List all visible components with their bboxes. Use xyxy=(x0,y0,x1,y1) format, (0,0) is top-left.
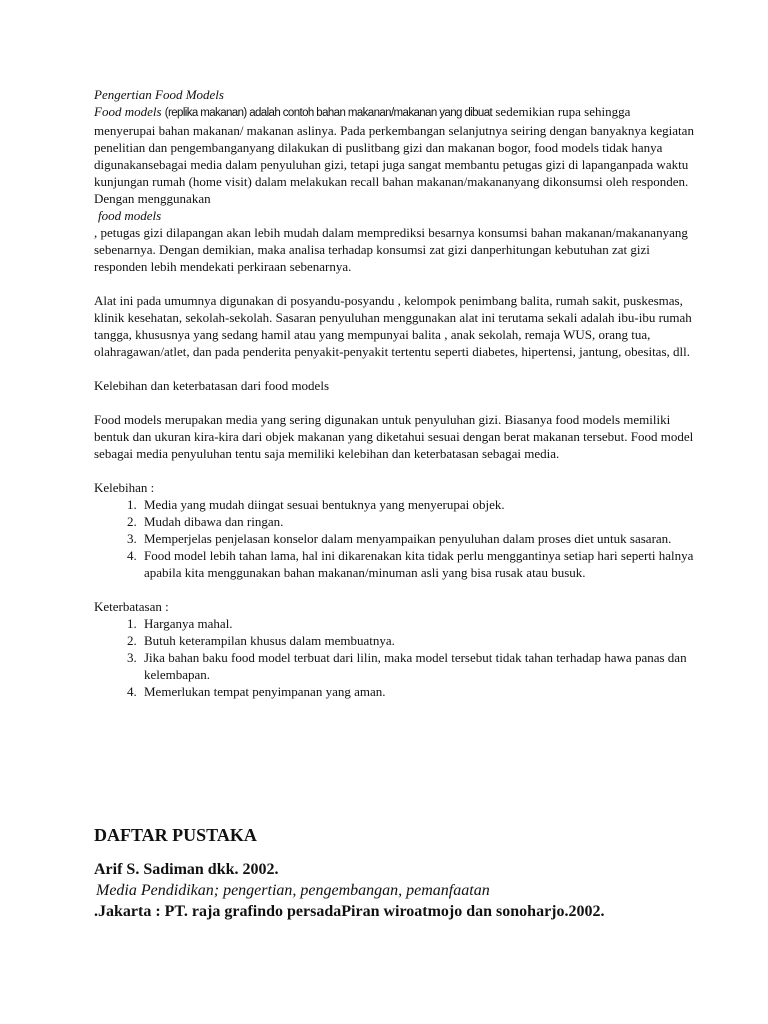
section-title: Pengertian Food Models xyxy=(94,87,224,102)
bibliography xyxy=(94,824,734,922)
reference-title: Media Pendidikan; pengertian, pengembangan, pemanfaatan xyxy=(96,882,490,899)
list-item: 1. Media yang mudah diingat sesuai bentuknya yang menyerupai objek. xyxy=(140,496,694,513)
term-food-models: Food models xyxy=(94,104,162,119)
list-item: 1. Harganya mahal. xyxy=(140,615,694,632)
reference-author: Arif S. Sadiman dkk. 2002. xyxy=(94,861,279,878)
definition-continuation: sedemikian rupa sehingga menyerupai bahan makanan/ makanan aslinya. Pada perkembangan selanjutnya seiring dengan banyaknya kegiatan penelitian dan pengembanganyang dilakukan di puslitbang gizi dan makanan bogor, food models tidak hanya digunakansebagai media dalam penyuluhan gizi, tetapi juga sangat membantu petugas gizi di lapanganpada waktu kunjungan rumah (home visit) dalam melakukan recall bahan makanan/makananyang dikonsumsi oleh responden. Dengan menggunakan xyxy=(94,104,694,206)
section-heading: Kelebihan dan keterbatasan dari food models xyxy=(94,378,329,393)
list-item: 4. Food model lebih tahan lama, hal ini dikarenakan kita tidak perlu menggantinya setiap hari seperti halnya apabila kita menggunakan bahan makanan/minuman asli yang bisa rusak atau busuk. xyxy=(140,547,694,581)
usage-paragraph: Alat ini pada umumnya digunakan di posyandu-posyandu , kelompok penimbang balita, rumah sakit, puskesmas, klinik kesehatan, sekolah-sekolah. Sasaran penyuluhan menggunakan alat ini terutama sekali adalah ibu-ibu rumah tangga, khususnya yang sedang hamil atau yang mempunyai balita , anak sekolah, remaja WUS, orang tua, olahragawan/atlet, dan pada penderita penyakit-penyakit tertentu seperti diabetes, hipertensi, jantung, obesitas, dll. xyxy=(94,293,692,359)
keterbatasan-list xyxy=(94,615,694,700)
keterbatasan-label: Keterbatasan : xyxy=(94,599,169,614)
kelebihan-label: Kelebihan : xyxy=(94,480,155,495)
document-body xyxy=(94,86,694,700)
condensed-definition: (replika makanan) adalah contoh bahan makanan/makanan yang dibuat xyxy=(164,107,493,119)
list-item: 3. Memperjelas penjelasan konselor dalam menyampaikan penyuluhan dalam proses diet untuk sasaran. xyxy=(140,530,694,547)
bibliography-heading: DAFTAR PUSTAKA xyxy=(94,825,257,845)
term-food-models-2: food models xyxy=(98,208,162,223)
list-item: 3. Jika bahan baku food model terbuat dari lilin, maka model tersebut tidak tahan terhadap hawa panas dan kelembapan. xyxy=(140,649,694,683)
list-item: 4. Memerlukan tempat penyimpanan yang aman. xyxy=(140,683,694,700)
kelebihan-list xyxy=(94,496,694,581)
intro-paragraph: Food models merupakan media yang sering digunakan untuk penyuluhan gizi. Biasanya food models memiliki bentuk dan ukuran kira-kira dari objek makanan yang diketahui sesuai dengan berat makanan tersebut. Food model sebagai media penyuluhan tentu saja memiliki kelebihan dan keterbatasan sebagai media. xyxy=(94,412,694,461)
list-item: 2. Butuh keterampilan khusus dalam membuatnya. xyxy=(140,632,694,649)
reference-publisher: .Jakarta : PT. raja grafindo persadaPiran wiroatmojo dan sonoharjo.2002. xyxy=(94,903,605,920)
list-item: 2. Mudah dibawa dan ringan. xyxy=(140,513,694,530)
definition-conclusion: , petugas gizi dilapangan akan lebih mudah dalam memprediksi besarnya konsumsi bahan makanan/makananyang sebenarnya. Dengan demikian, maka analisa terhadap konsumsi zat gizi danperhitungan kebutuhan zat gizi responden lebih mendekati perkiraan sebenarnya. xyxy=(94,225,688,274)
definition-paragraph xyxy=(94,103,694,207)
